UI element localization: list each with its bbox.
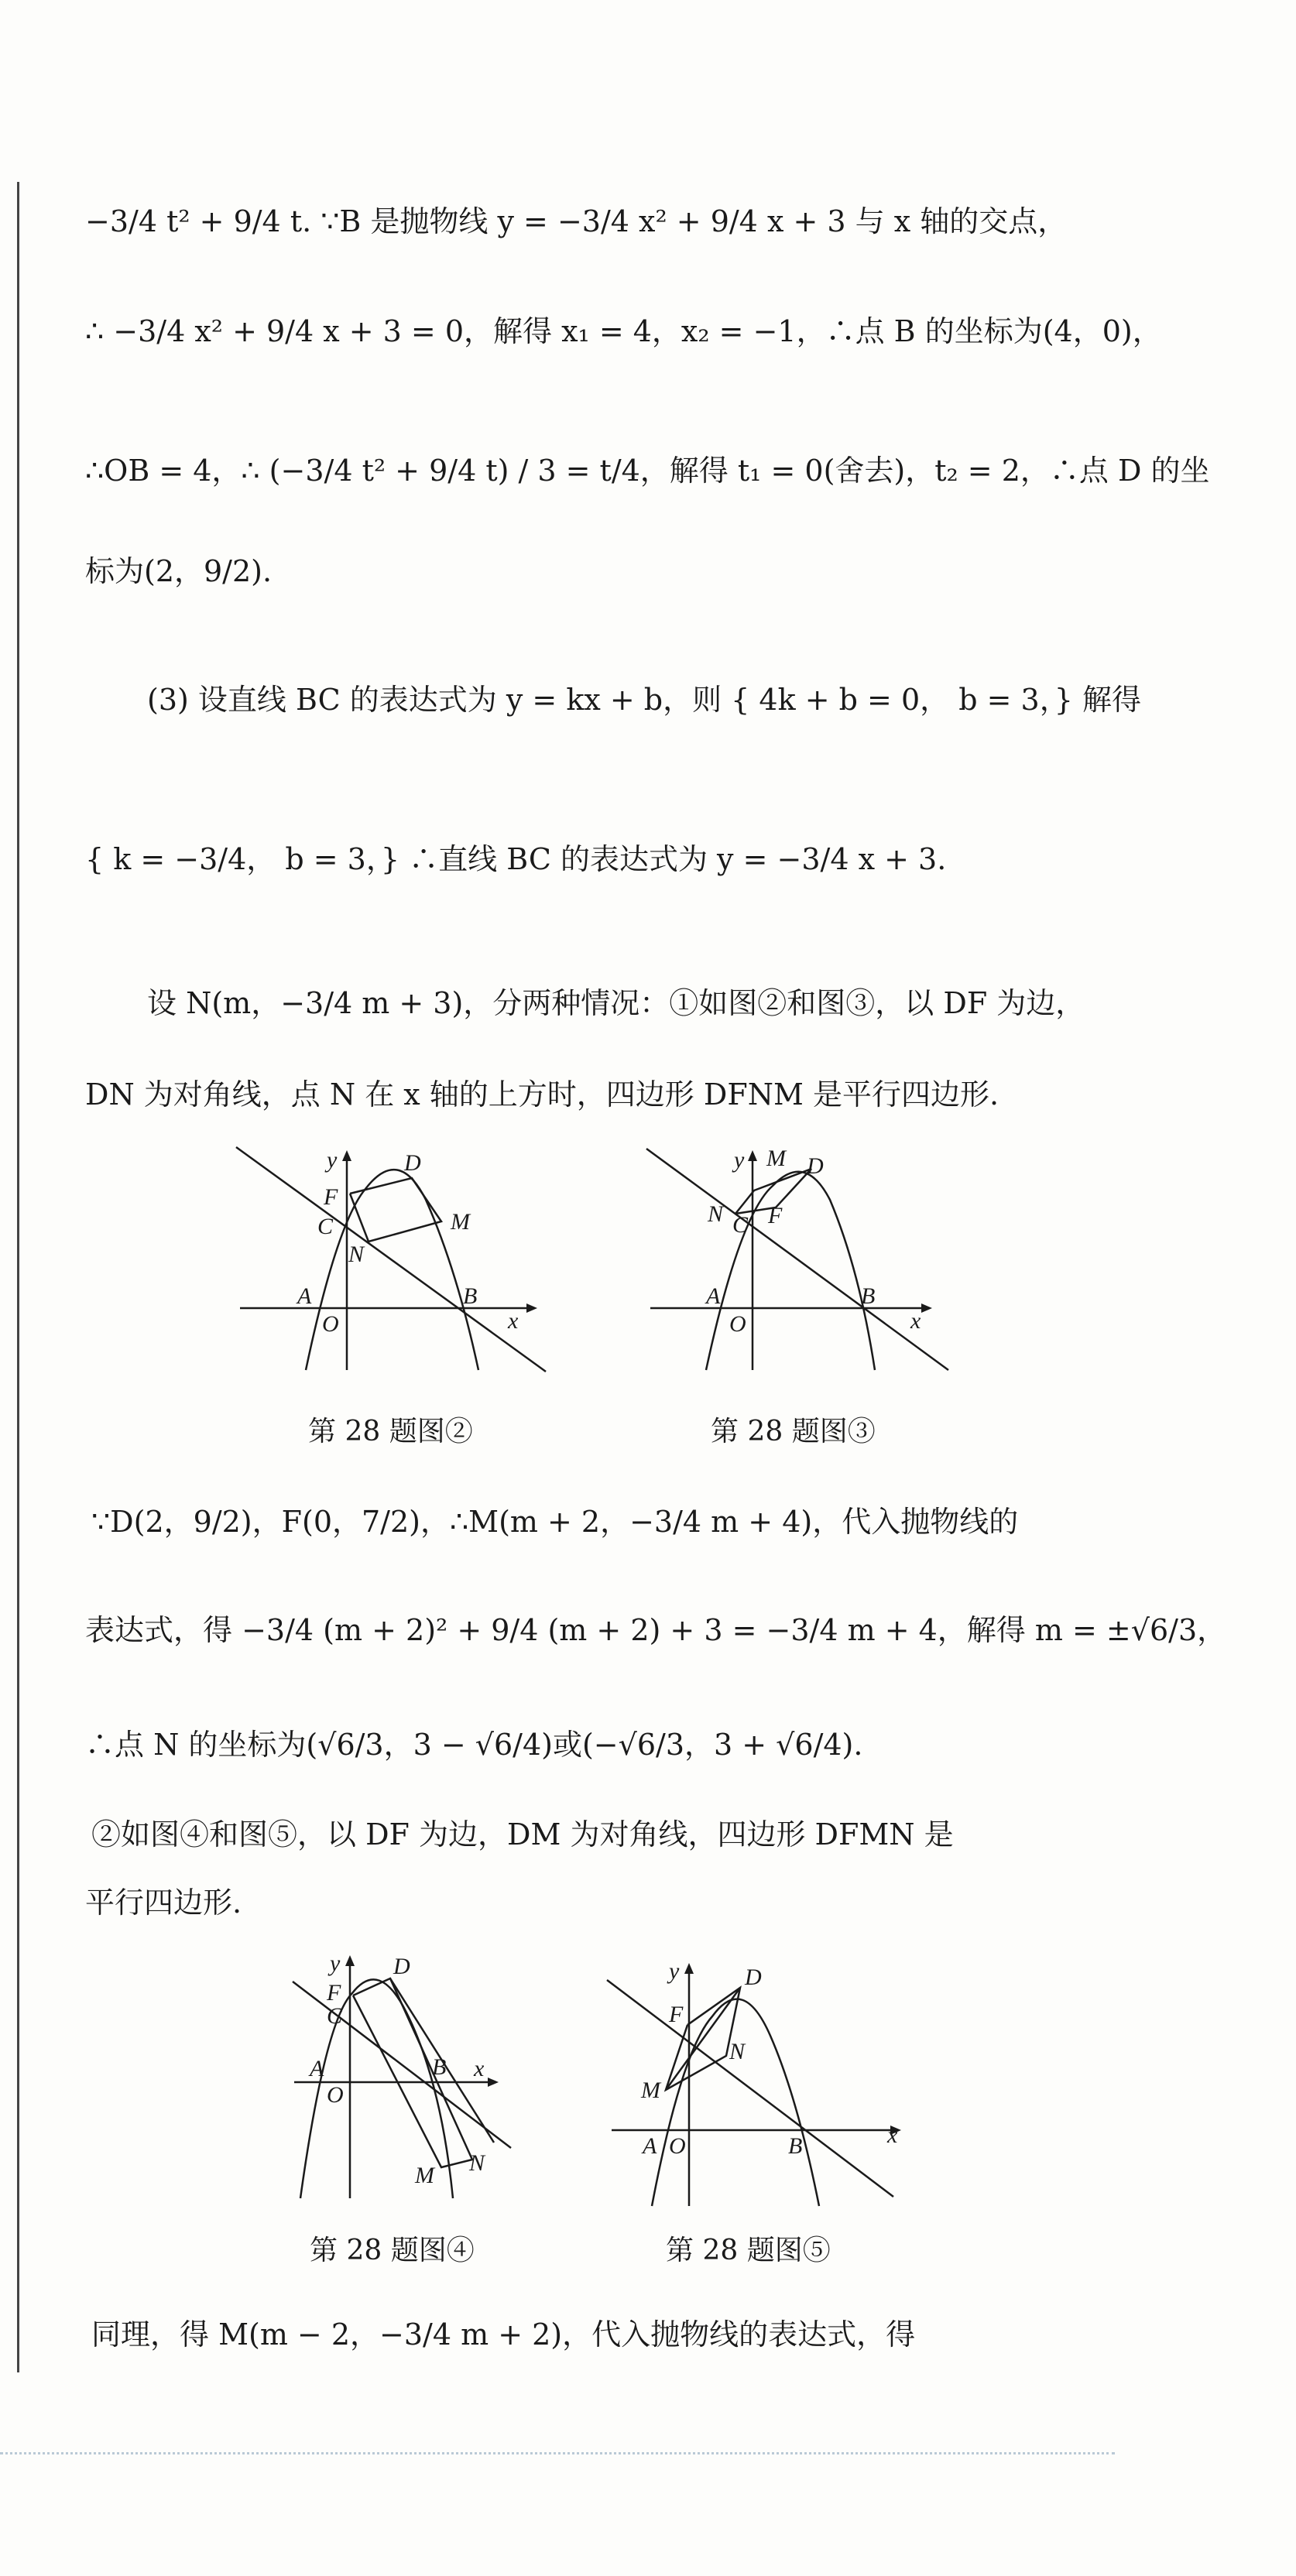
fig2-label-o: O [322, 1311, 339, 1337]
text-line-4: 标为(2，9/2). [85, 554, 273, 588]
fig5-label-a: A [643, 2133, 657, 2159]
text-line-10: 表达式，得 −3/4 (m + 2)² + 9/4 (m + 2) + 3 = −3/4 m + 4，解得 m = ±√6/3， [85, 1613, 1227, 1647]
fig2-label-c: C [317, 1214, 334, 1239]
fig4-label-x: x [474, 2056, 485, 2081]
fig5-label-b: B [788, 2133, 803, 2159]
fig5-label-n: N [729, 2039, 746, 2064]
fig4-label-c: C [327, 2003, 343, 2029]
bottom-rule [0, 2452, 1115, 2454]
text-line-11: ∴点 N 的坐标为(√6/3，3 − √6/4)或(−√6/3，3 + √6/4). [85, 1728, 863, 1762]
fig4-label-n: N [469, 2150, 485, 2176]
fig4-label-b: B [432, 2054, 447, 2080]
fig3-label-d: D [807, 1153, 824, 1179]
fig3-label-o: O [729, 1311, 746, 1337]
text-line-12: ②如图④和图⑤，以 DF 为边，DM 为对角线，四边形 DFMN 是 [91, 1817, 954, 1852]
text-line-14: 同理，得 M(m − 2，−3/4 m + 2)，代入抛物线的表达式，得 [91, 2317, 916, 2352]
fig5-label-m: M [641, 2078, 660, 2103]
fig2-label-f: F [324, 1184, 338, 1210]
fig5-label-x: x [887, 2122, 898, 2148]
figure-3-caption: 第 28 题图③ [711, 1416, 876, 1447]
figure-4-caption: 第 28 题图④ [310, 2235, 475, 2266]
text-line-3: ∴OB = 4，∴ (−3/4 t² + 9/4 t) / 3 = t/4，解得 t₁ = 0(舍去)，t₂ = 2，∴点 D 的坐 [85, 454, 1210, 488]
figure-2-graph [232, 1138, 557, 1378]
text-line-7: 设 N(m，−3/4 m + 3)，分两种情况：①如图②和图③，以 DF 为边， [147, 986, 1085, 1020]
fig3-label-f: F [768, 1203, 783, 1228]
fig2-label-n: N [348, 1242, 365, 1267]
figure-3-graph [643, 1138, 968, 1378]
fig5-label-f: F [669, 2002, 684, 2027]
fig2-label-a: A [297, 1283, 312, 1309]
fig4-label-a: A [310, 2056, 324, 2081]
figure-5-caption: 第 28 题图⑤ [666, 2235, 831, 2266]
fig3-label-b: B [861, 1283, 876, 1309]
fig2-label-d: D [404, 1150, 421, 1176]
margin-rule [17, 182, 19, 2372]
fig5-label-d: D [745, 1965, 762, 1990]
text-line-5: (3) 设直线 BC 的表达式为 y = kx + b，则 { 4k + b = 0， b = 3，} 解得 [147, 683, 1141, 717]
fig3-label-c: C [732, 1212, 749, 1238]
text-line-6: { k = −3/4， b = 3，} ∴直线 BC 的表达式为 y = −3/4 x + 3. [85, 842, 947, 876]
fig2-label-m: M [451, 1209, 470, 1235]
fig5-label-y: y [669, 1958, 680, 1984]
text-line-9: ∵D(2，9/2)，F(0，7/2)，∴M(m + 2，−3/4 m + 4)，代入抛物线的 [91, 1505, 1019, 1539]
fig4-label-m: M [415, 2163, 434, 2188]
fig2-label-x: x [508, 1308, 519, 1334]
fig3-label-n: N [708, 1201, 724, 1227]
fig4-label-d: D [393, 1954, 410, 1979]
fig3-label-y: y [734, 1147, 745, 1173]
text-line-2: ∴ −3/4 x² + 9/4 x + 3 = 0，解得 x₁ = 4，x₂ = −1，∴点 B 的坐标为(4，0)， [85, 314, 1162, 348]
fig2-label-y: y [327, 1147, 338, 1173]
figure-2-caption: 第 28 题图② [308, 1416, 473, 1447]
fig4-label-o: O [327, 2082, 344, 2108]
fig3-label-a: A [706, 1283, 721, 1309]
figure-4-graph [279, 1951, 534, 2206]
fig3-label-m: M [766, 1146, 786, 1171]
text-line-13: 平行四边形. [85, 1886, 242, 1920]
text-line-8: DN 为对角线，点 N 在 x 轴的上方时，四边形 DFNM 是平行四边形. [85, 1077, 999, 1112]
fig4-label-y: y [330, 1951, 341, 1976]
fig2-label-b: B [463, 1283, 478, 1309]
text-line-1: −3/4 t² + 9/4 t. ∵B 是抛物线 y = −3/4 x² + 9/4 x + 3 与 x 轴的交点， [85, 204, 1068, 238]
fig4-label-f: F [327, 1980, 341, 2006]
fig5-label-o: O [669, 2133, 686, 2159]
figure-5-graph [604, 1951, 914, 2214]
fig3-label-x: x [910, 1308, 921, 1334]
